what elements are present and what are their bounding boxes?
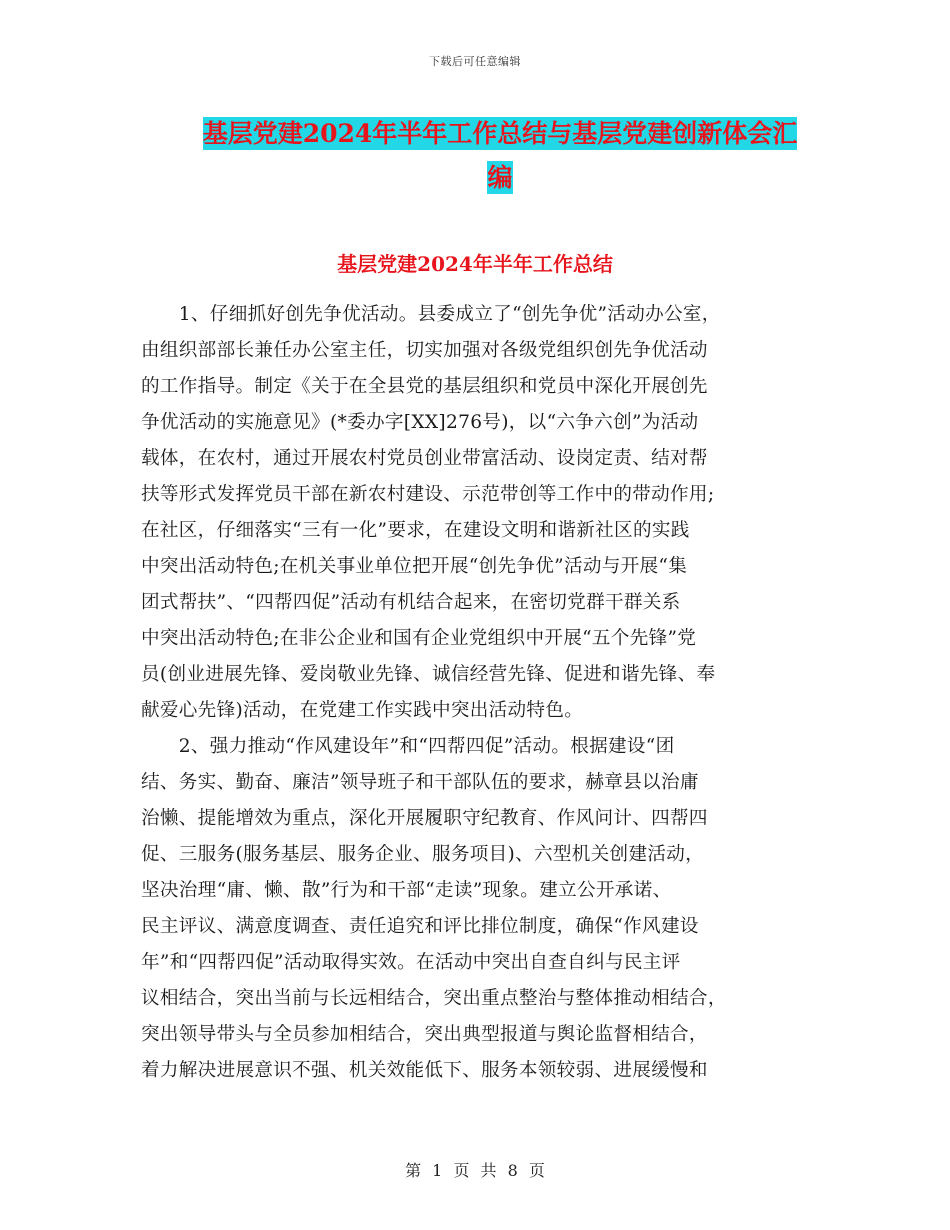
body-line: 2、强力推动“作风建设年”和“四帮四促”活动。根据建设“团 [141,736,675,757]
main-title [150,112,850,200]
body-line: 民主评议、满意度调查、责任追究和评比排位制度，确保“作风建设 [141,916,699,937]
body-line: 突出领导带头与全员参加相结合，突出典型报道与舆论监督相结合， [141,1024,708,1045]
body-line: 着力解决进展意识不强、机关效能低下、服务本领较弱、进展缓慢和 [141,1060,708,1081]
body-line: 由组织部部长兼任办公室主任，切实加强对各级党组织创先争优活动 [141,340,708,361]
body-line: 治懒、提能增效为重点，深化开展履职守纪教育、作风问计、四帮四 [141,808,708,829]
body-line: 1、仔细抓好创先争优活动。县委成立了“创先争优”活动办公室， [141,304,721,325]
page-footer: 第 1 页 共 8 页 [405,1161,545,1180]
body-line: 中突出活动特色;在非公企业和国有企业党组织中开展“五个先锋”党 [141,628,697,649]
body-text [141,297,816,1089]
body-line: 的工作指导。制定《关于在全县党的基层组织和党员中深化开展创先 [141,376,708,397]
body-line: 献爱心先锋)活动，在党建工作实践中突出活动特色。 [141,700,584,721]
body-line: 议相结合，突出当前与长远相结合，突出重点整治与整体推动相结合， [141,988,727,1009]
body-line: 年”和“四帮四促”活动取得实效。在活动中突出自查自纠与民主评 [141,952,681,973]
body-line: 扶等形式发挥党员干部在新农村建设、示范带创等工作中的带动作用; [141,484,715,505]
main-title-line-1: 基层党建2024年半年工作总结与基层党建创新体会汇 [202,119,798,148]
header-note: 下载后可任意编辑 [429,55,521,68]
main-title-line-2: 编 [487,163,513,192]
body-line: 员(创业进展先锋、爱岗敬业先锋、诚信经营先锋、促进和谐先锋、奉 [141,664,716,685]
body-line: 促、三服务(服务基层、服务企业、服务项目)、六型机关创建活动， [141,844,705,865]
section-title: 基层党建2024年半年工作总结 [337,252,613,276]
body-line: 在社区，仔细落实“三有一化”要求，在建设文明和谐新社区的实践 [141,520,690,541]
body-line: 团式帮扶”、“四帮四促”活动有机结合起来，在密切党群干群关系 [141,592,681,613]
body-line: 载体，在农村，通过开展农村党员创业带富活动、设岗定责、结对帮 [141,448,708,469]
body-line: 结、务实、勤奋、廉洁”领导班子和干部队伍的要求，赫章县以治庸 [141,772,699,793]
body-line: 争优活动的实施意见》(*委办字[XX]276号)，以“六争六创”为活动 [141,412,699,433]
body-line: 中突出活动特色;在机关事业单位把开展“创先争优”活动与开展“集 [141,556,688,577]
body-line: 坚决治理“庸、懒、散”行为和干部“走读”现象。建立公开承诺、 [141,880,672,901]
